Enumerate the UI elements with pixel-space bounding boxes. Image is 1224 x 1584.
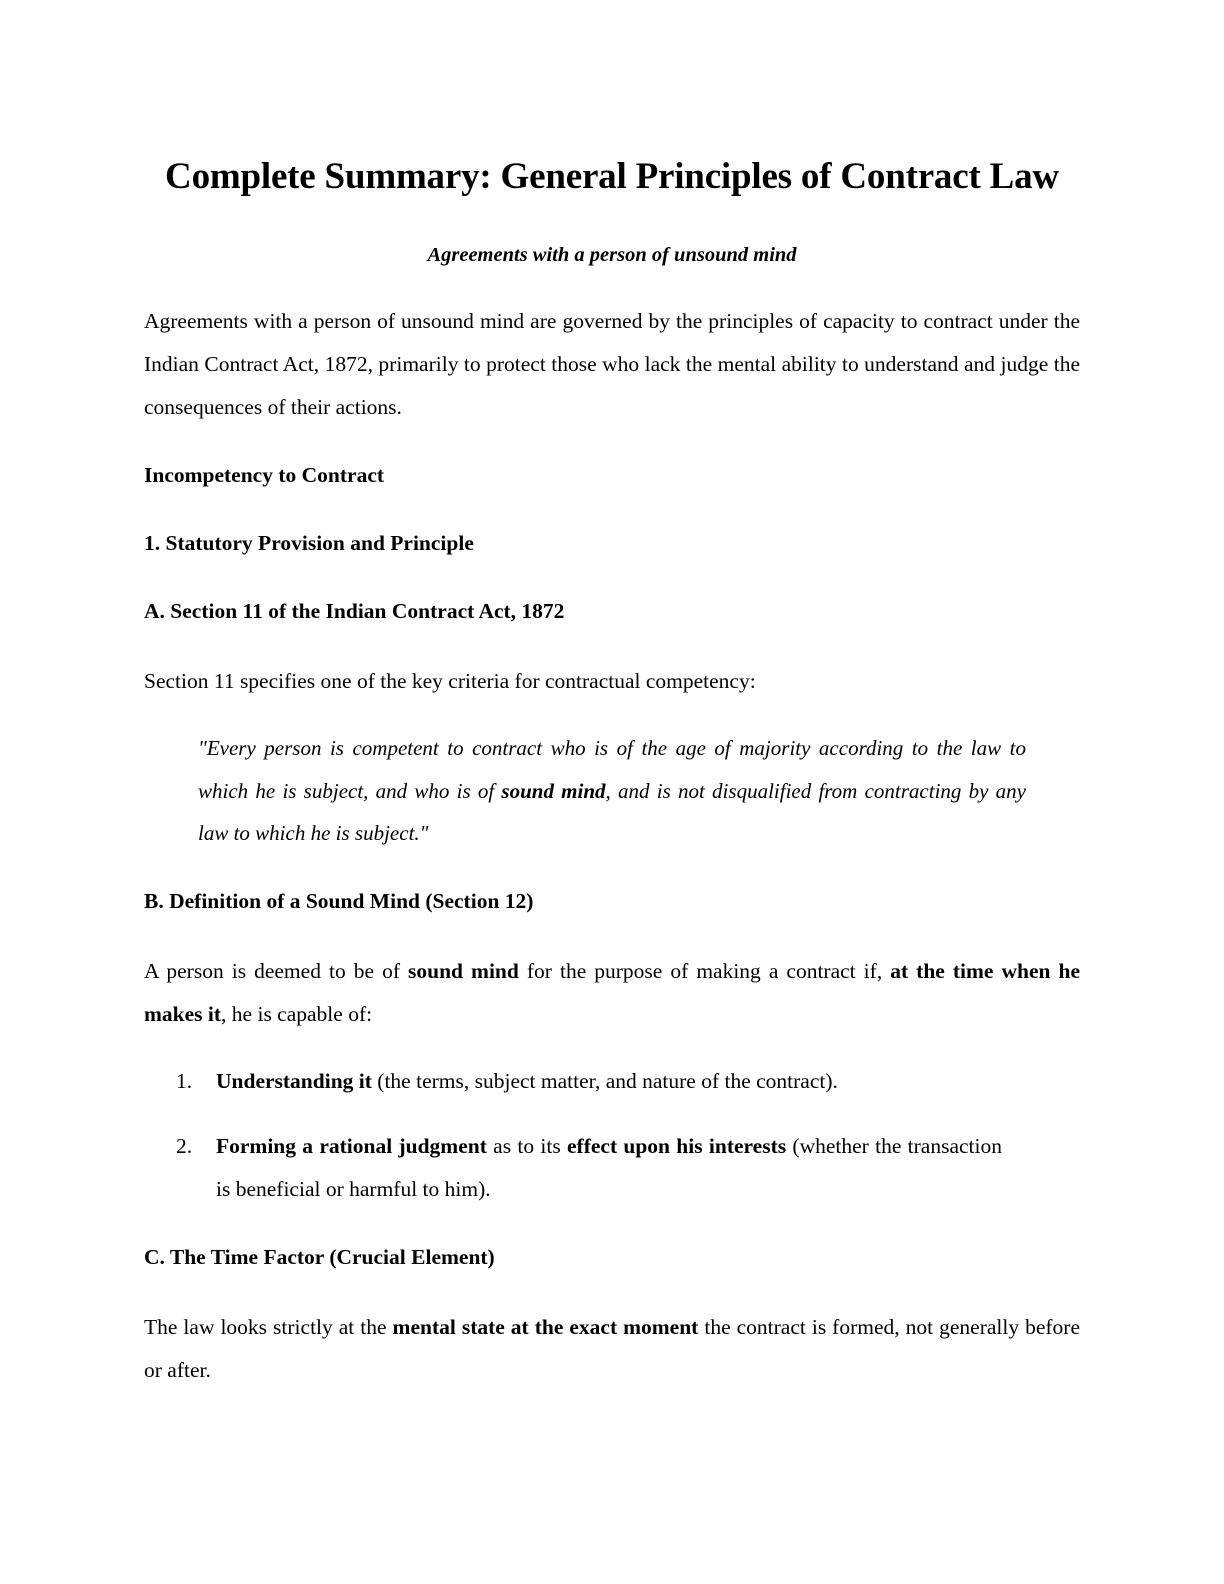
capability-list — [144, 1060, 1080, 1211]
sound-mind-emphasis-2: at the time when he makes it — [144, 959, 1081, 1027]
capability-2-emphasis-2: effect upon his interests — [567, 1134, 787, 1159]
time-factor-emphasis: mental state at the exact moment — [392, 1315, 699, 1340]
statute-quote-text — [198, 727, 1026, 855]
capability-2-emphasis-1: Forming a rational judgment — [216, 1134, 487, 1159]
time-factor-part-2: the contract is formed, not generally before or after. — [144, 1315, 1080, 1383]
heading-section-11: A. Section 11 of the Indian Contract Act, 1872 — [144, 599, 565, 624]
time-factor-part-1: The law looks strictly at the — [144, 1315, 393, 1340]
sound-mind-part-3: , he is capable of: — [221, 1002, 373, 1027]
quote-emphasis-sound-mind: sound mind — [501, 778, 606, 803]
heading-time-factor: C. The Time Factor (Crucial Element) — [144, 1245, 495, 1270]
heading-statutory-provision: 1. Statutory Provision and Principle — [144, 531, 474, 556]
list-item — [144, 1060, 1002, 1103]
intro-paragraph: Agreements with a person of unsound mind are governed by the principles of capacity to contract under the Indian Contract Act, 1872, primarily to protect those who lack the mental ability to understand and judge the consequences of their actions. — [144, 309, 1080, 420]
document-subtitle: Agreements with a person of unsound mind — [427, 244, 797, 267]
page-title: Complete Summary: General Principles of Contract Law — [165, 156, 1059, 197]
quote-part-2: , and is not disqualified from contracting by any law to which he is subject." — [198, 778, 1027, 846]
quote-part-1: "Every person is competent to contract who is of the age of majority according to the law to which he is subject, and who is of — [198, 736, 1026, 803]
capability-1-text: (the terms, subject matter, and nature of the contract). — [371, 1069, 838, 1094]
statute-quote — [144, 727, 1080, 855]
sound-mind-emphasis-1: sound mind — [408, 959, 519, 984]
capability-2-text-mid: as to its — [486, 1134, 567, 1159]
sound-mind-part-2: for the purpose of making a contract if, — [518, 959, 891, 984]
time-factor-paragraph — [144, 1306, 1080, 1392]
heading-sound-mind-definition: B. Definition of a Sound Mind (Section 12) — [144, 889, 534, 914]
capability-2-text: (whether the transaction is beneficial or harmful to him). — [216, 1134, 1002, 1202]
list-item — [144, 1125, 1002, 1211]
document-content — [144, 148, 1080, 1392]
heading-incompetency-to-contract: Incompetency to Contract — [144, 463, 385, 488]
sound-mind-paragraph — [144, 950, 1080, 1036]
sound-mind-part-1: A person is deemed to be of — [144, 959, 409, 984]
capability-1-emphasis: Understanding it — [216, 1069, 372, 1094]
section-11-lead-in: Section 11 specifies one of the key criteria for contractual competency: — [144, 669, 756, 694]
